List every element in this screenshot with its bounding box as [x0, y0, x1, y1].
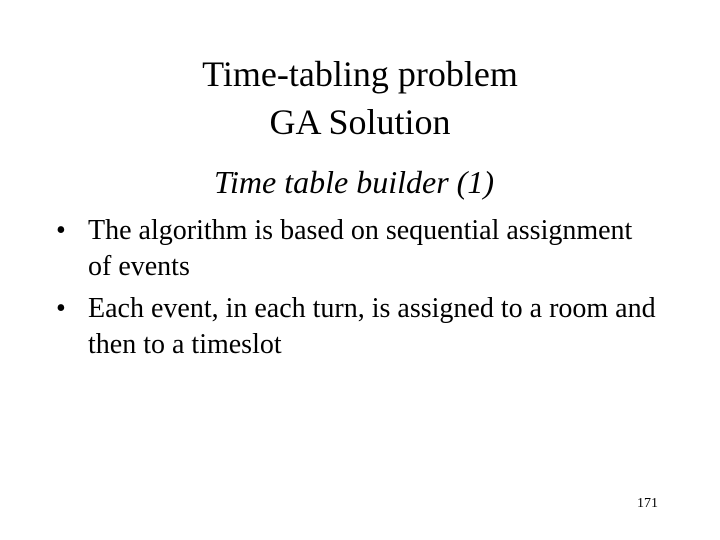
bullet-list [56, 213, 656, 369]
bullet-point-icon: • [56, 293, 66, 324]
slide-title [0, 50, 720, 146]
bullet-point-icon: • [56, 215, 66, 246]
slide-title-line-2: GA Solution [269, 102, 451, 142]
bullet-item [56, 213, 656, 285]
bullet-text: Each event, in each turn, is assigned to a room and then to a timeslot [88, 293, 656, 360]
page-number: 171 [637, 496, 658, 511]
slide-subtitle: Time table builder (1) [214, 164, 494, 200]
bullet-text: The algorithm is based on sequential assignment of events [88, 215, 633, 282]
bullet-item [56, 291, 656, 363]
slide-title-line-1: Time-tabling problem [202, 54, 518, 94]
